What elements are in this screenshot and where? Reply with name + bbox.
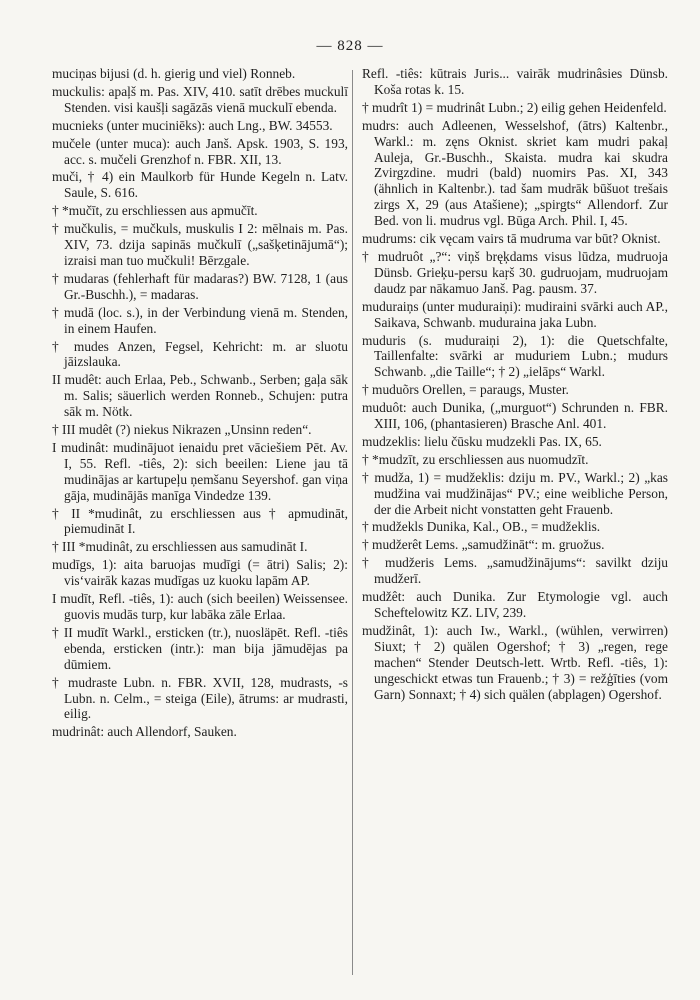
dictionary-entry: † mudžeris Lems. „samudžinājums“: savilkt dziju mudžerī. <box>362 555 668 587</box>
dictionary-entry: I mudinât: mudinājuot ienaidu pret vāciešiem Pēt. Av. I, 55. Refl. -tiês, 2): sich beeilen: Liene jau tā mudinājas ar kartupeļu ņemšanu Seyershof. gan viņa gāja, mudinājās manīga Vindedze 139. <box>52 439 348 503</box>
dictionary-entry: mučele (unter muca): auch Janš. Apsk. 1903, S. 193, acc. s. mučeli Grenzhof n. FBR. XII, 13. <box>52 135 348 167</box>
dictionary-entry: muduris (s. muduraiņi 2), 1): die Quetschfalte, Taillenfalte: svārki ar muduriem Lubn.; mudurs Schwanb. „die Taille“; † 2) „ielāps“ Warkl. <box>362 332 668 380</box>
dictionary-entry: † II mudīt Warkl., ersticken (tr.), nuosläpēt. Refl. -tiês ebenda, ersticken (intr.): man bija jāmudējas pa dūmiem. <box>52 624 348 672</box>
dictionary-entry: † *mudzīt, zu erschliessen aus nuomudzīt. <box>362 451 589 467</box>
dictionary-entry: † III mudêt (?) niekus Nikrazen „Unsinn reden“. <box>52 422 312 438</box>
page-number: — 828 — <box>316 38 384 54</box>
column-divider <box>352 70 353 975</box>
left-column <box>52 66 348 742</box>
dictionary-entry: † II *mudinât, zu erschliessen aus † apmudināt, piemudināt I. <box>52 505 348 537</box>
dictionary-entry: muciņas bijusi (d. h. gierig und viel) Ronneb. <box>52 66 296 81</box>
dictionary-entry: † *mučīt, zu erschliessen aus apmučīt. <box>52 203 258 219</box>
dictionary-entry: † mudžerêt Lems. „samudžināt“: m. gruožus. <box>362 537 605 553</box>
dictionary-entry: mudīgs, 1): aita baruojas mudīgi (= ātri) Salis; 2): vis‘vairāk kazas mudīgas uz kuoku lapām AP. <box>52 557 348 589</box>
dictionary-entry: mudrums: cik vęcam vairs tā mudruma var būt? Oknist. <box>362 231 661 247</box>
dictionary-entry: muduôt: auch Dunika, („murguot“) Schrunden n. FBR. XIII, 106, (phantasieren) Brasche Anl. 401. <box>362 400 668 432</box>
dictionary-entry: † mudes Anzen, Fegsel, Kehricht: m. ar sluotu jāizslauka. <box>52 338 348 370</box>
dictionary-entry: mudrinât: auch Allendorf, Sauken. <box>52 724 237 740</box>
dictionary-entry: muduraiņs (unter muduraiņi): mudiraini svārki auch AP., Saikava, Schwanb. muduraina jaka Lubn. <box>362 298 668 330</box>
dictionary-entry: † mudžekls Dunika, Kal., OB., = mudžeklis. <box>362 519 601 535</box>
dictionary-entry: † III *mudinât, zu erschliessen aus samudināt I. <box>52 539 308 555</box>
dictionary-entry: Refl. -tiês: kūtrais Juris... vairāk mudrinâsies Dünsb. Koša rotas k. 15. <box>362 66 668 97</box>
dictionary-entry: † mudža, 1) = mudžeklis: dziju m. PV., Warkl.; 2) „kas mudžina vai mudžinājas“ PV.; eine weibliche Person, der die Arbeit nicht vonstatten geht Frauenb. <box>362 469 668 517</box>
dictionary-entry: mudžêt: auch Dunika. Zur Etymologie vgl. auch Scheftelowitz KZ. LIV, 239. <box>362 589 668 620</box>
dictionary-entry: I mudīt, Refl. -tiês, 1): auch (sich beeilen) Weissensee. guovis mudās turp, kur labāka zāle Erlaa. <box>52 591 348 622</box>
dictionary-entry: muči, † 4) ein Maulkorb für Hunde Kegeln n. Latv. Saule, S. 616. <box>52 169 348 201</box>
dictionary-entry: II mudêt: auch Erlaa, Peb., Schwanb., Serben; gaļa sāk m. Salis; säuerlich werden Ronneb., Schujen: putra sāk m. Nötk. <box>52 372 348 420</box>
dictionary-entry: mudrs: auch Adleenen, Wesselshof, (ātrs) Kaltenbr., Warkl.: m. zęns Oknist. skriet kam mudri pakaļ Auleja, Gr.-Buschh., Skaista. mudra kai skudra Zvirgzdine. mudri (bald) nuomirs Pas. XI, 343 (ähnlich in Kaltenbr.). tad šam mudrāk būšuot trešais zirgs X, 29 (aus Atašiene); „spirgts“ Allendorf. Zur Bed. von li. mudrus vgl. Būga Arch. Phil. I, 45. <box>362 117 668 229</box>
dictionary-entry: † mudraste Lubn. n. FBR. XVII, 128, mudrasts, -s Lubn. n. Celm., = steiga (Eile), ātrums: ar mudrasti, eilig. <box>52 674 348 722</box>
dictionary-entry: mudzeklis: lielu čūsku mudzekli Pas. IX, 65. <box>362 433 602 449</box>
dictionary-entry: mudžinât, 1): auch Iw., Warkl., (wühlen, verwirren) Siuxt; † 2) quälen Ogershof; † 3) „regen, rege machen“ Stender Deutsch-lett. Wrtb. Refl. -tiês, 1): ungeschickt etwas tun Frauenb.; † 3) = režģīties (vom Garn) Sonnaxt; † 4) sich quälen (abplagen) Ogershof. <box>362 622 668 702</box>
dictionary-entry: muckulis: apaļš m. Pas. XIV, 410. satīt drēbes muckulī Stenden. visi kaušļi sagāzās vienā muckulī ebenda. <box>52 83 348 115</box>
dictionary-entry: mucnieks (unter muciniēks): auch Lng., BW. 34553. <box>52 117 333 133</box>
dictionary-entry: † mudruôt „?“: viņš bręķdams visus lūdza, mudruoja Dünsb. Grieķu-persu kaŗš 30. gudruojam, mudruojam daudz par nākamuo Janš. Pag. pausm. 37. <box>362 248 668 296</box>
dictionary-entry: † mudā (loc. s.), in der Verbindung vienā m. Stenden, in einem Haufen. <box>52 304 348 336</box>
right-column <box>362 66 668 704</box>
dictionary-entry: † mudaras (fehlerhaft für madaras?) BW. 7128, 1 (aus Gr.-Buschh.), = madaras. <box>52 270 348 302</box>
dictionary-entry: † mudrît 1) = mudrinât Lubn.; 2) eilig gehen Heidenfeld. <box>362 99 667 115</box>
dictionary-entry: † mučkulis, = mučkuls, muskulis I 2: mēlnais m. Pas. XIV, 73. dzija sapinās mučkulī („sašķetinājumā“); izraisi man tuo mučkuli! Bērzgale. <box>52 221 348 268</box>
dictionary-entry: † muduõrs Orellen, = paraugs, Muster. <box>362 382 569 398</box>
